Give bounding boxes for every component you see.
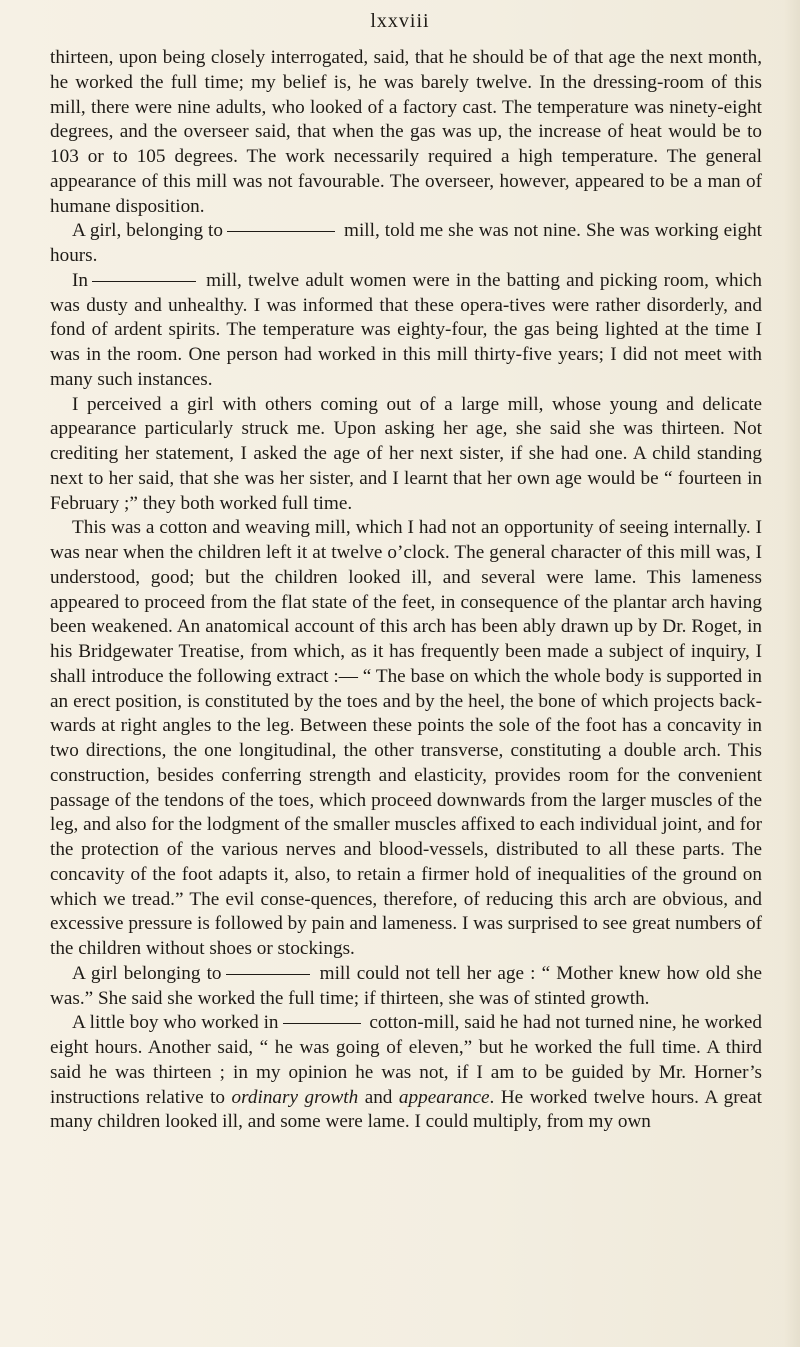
redaction-dash [92,281,196,282]
redaction-dash [283,1023,361,1024]
page-edge-shadow [784,0,800,1347]
page-number: lxxviii [370,10,430,32]
paragraph: This was a cotton and weaving mill, which I had not an opportunity of seeing internally. I was near when the children left it at twelve o’clock. The general character of this mill was, I understood, good; but the children looked ill, and several were lame. This lameness appeared to proceed from the flat state of the feet, in consequence of the plantar arch having been weakened. An anatomical account of this arch has been ably drawn up by Dr. Roget, in his Bridgewater Treatise, from which, as it has frequently been made a subject of inquiry, I shall introduce the following extract :— “ The base on which the whole body is supported in an erect position, is constituted by the toes and by the heel, the bone of which projects back-wards at right angles to the leg. Between these points the sole of the foot has a concavity in two directions, the one longitudinal, the other transverse, constituting a double arch. This construction, besides conferring strength and elasticity, provides room for the convenient passage of the tendons of the toes, which proceed downwards from the larger muscles of the leg, and also for the lodgment of the smaller muscles affixed to each individual joint, and for the protection of the various nerves and blood-vessels, distributed to all these parts. The concavity of the foot adapts it, also, to retain a firmer hold of inequalities of the ground on which we tread.” The evil conse-quences, therefore, of reducing this arch are obvious, and excessive pressure is followed by pain and lameness. I was surprised to see great numbers of the children without shoes or stockings. [50,517,762,959]
redaction-dash [226,974,310,975]
paragraph: A girl belonging to mill could not tell her age : “ Mother knew how old she was.” She said she worked the full time; if thirteen, she was of stinted growth. [50,962,762,1009]
paragraph: A little boy who worked in cotton-mill, said he had not turned nine, he worked eight hours. Another said, “ he was going of eleven,” but he worked the full time. A third said he was thirteen ; in my opinion he was not, if I am to be guided by Mr. Horner’s instructions relative to ordinary growth and appearance. He worked twelve hours. A great many children looked ill, and some were lame. I could multiply, from my own [50,1012,763,1133]
paragraph-continued: thirteen, upon being closely interrogated, said, that he should be of that age the next month, he worked the full time; my belief is, he was barely twelve. In the dressing-room of this mill, there were nine adults, who looked of a factory cast. The temperature was ninety-eight degrees, and the overseer said, that when the gas was up, the increase of heat would be to 103 or to 105 degrees. The work necessarily required a high temperature. The general appearance of this mill was not favourable. The overseer, however, appeared to be a man of humane disposition. [50,47,762,217]
paragraph: A girl, belonging to mill, told me she was not nine. She was working eight hours. [50,220,763,266]
paragraph: In mill, twelve adult women were in the batting and picking room, which was dusty and unhealthy. I was informed that these opera-tives were rather disorderly, and fond of ardent spirits. The temperature was eighty-four, the gas being lighted at the time I was in the room. One person had worked in this mill thirty-five years; I did not meet with many such instances. [50,269,762,390]
paragraph: I perceived a girl with others coming out of a large mill, whose young and delicate appearance particularly struck me. Upon asking her age, she said she was thirteen. Not crediting her statement, I asked the age of her next sister, if she had one. A child standing next to her said, that she was her sister, and I learnt that her own age would be “ fourteen in February ;” they both worked full time. [50,393,762,514]
redaction-dash [227,231,335,232]
body-text [50,46,762,1135]
